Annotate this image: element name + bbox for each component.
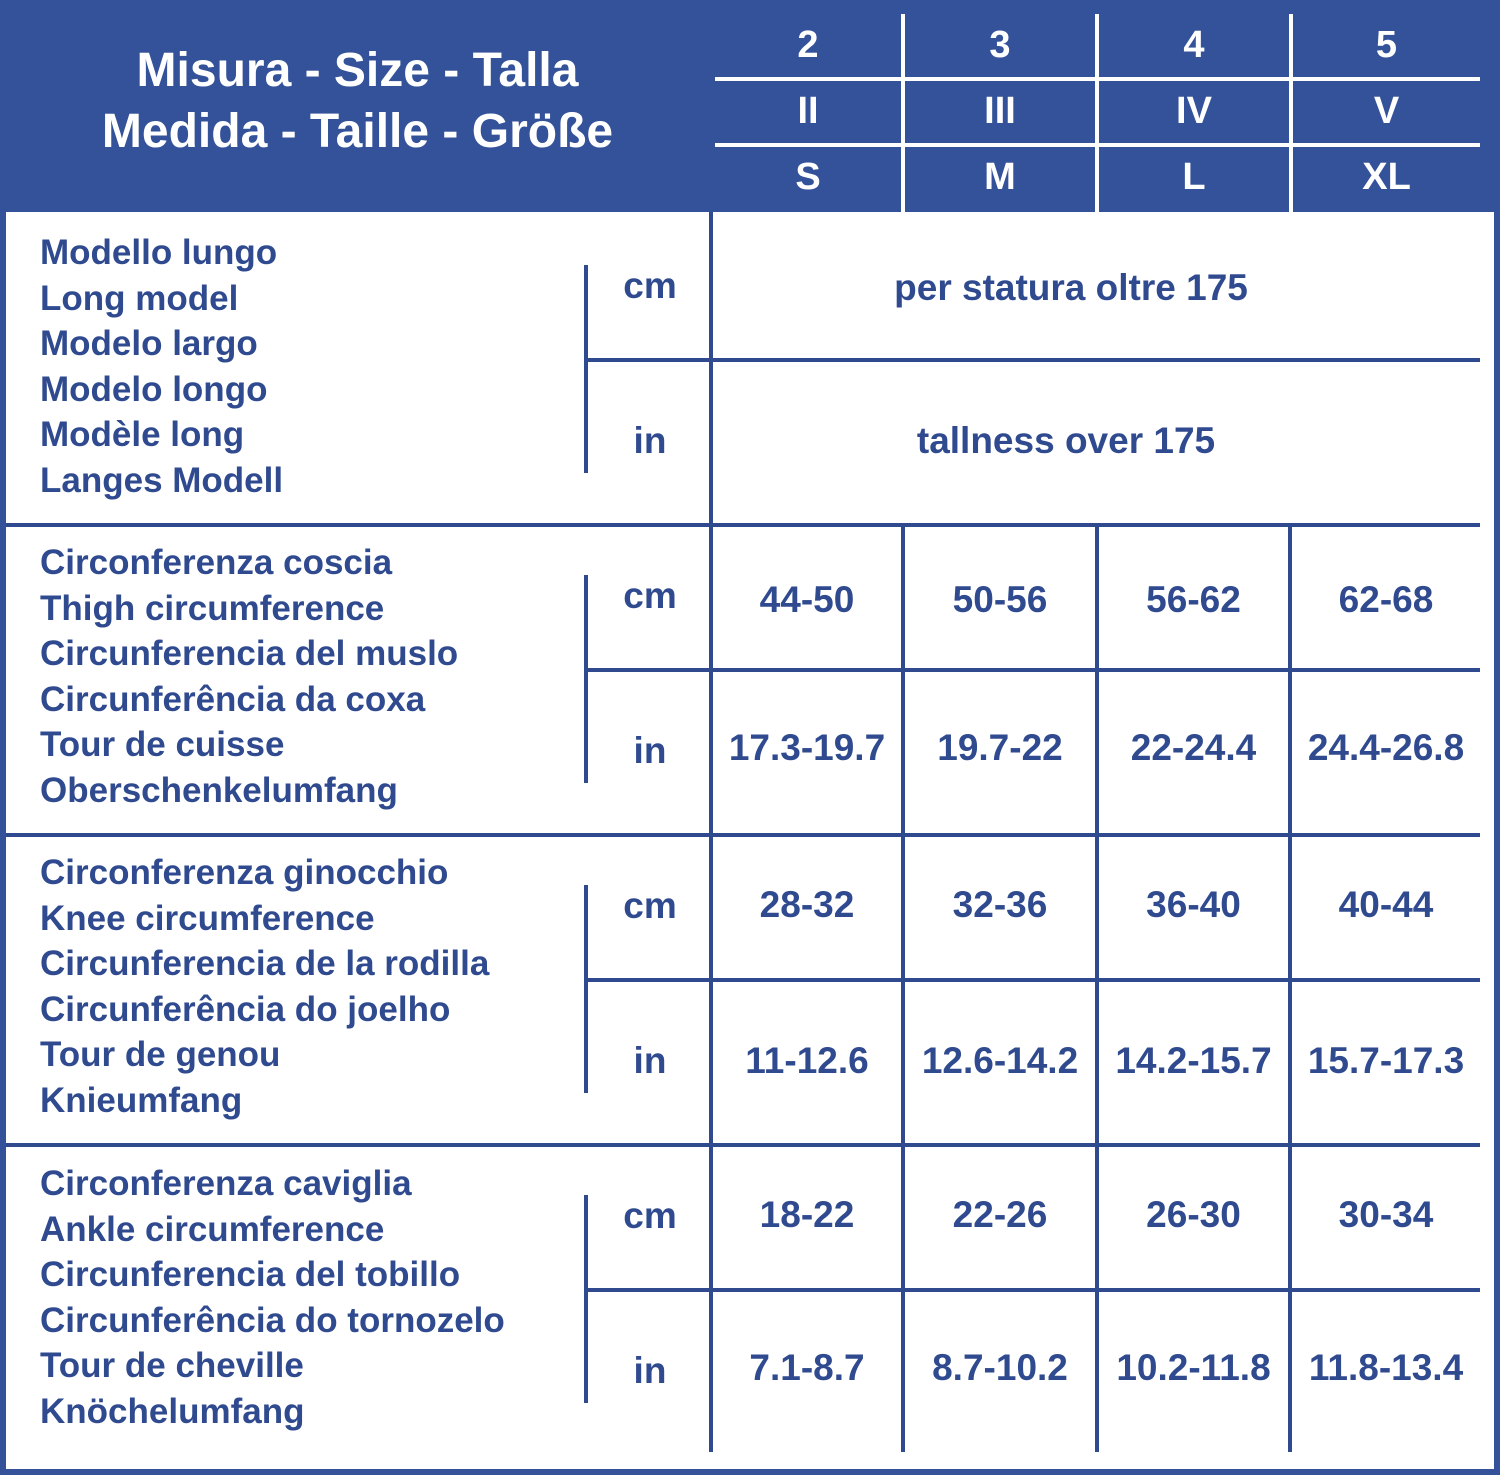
section-separator bbox=[6, 1143, 1480, 1147]
value-cell: 8.7-10.2 bbox=[932, 1347, 1068, 1388]
value-cell: 40-44 bbox=[1338, 884, 1434, 925]
header-title-line2: Medida - Taille - Größe bbox=[101, 105, 614, 158]
value-cell: 11.8-13.4 bbox=[1308, 1347, 1464, 1388]
unit-separator bbox=[586, 358, 1480, 362]
span-in-value: tallness over 175 bbox=[916, 420, 1216, 461]
row-labels-ankle bbox=[40, 1161, 505, 1434]
value-cell: 30-34 bbox=[1338, 1194, 1434, 1235]
value-cell: 28-32 bbox=[759, 884, 855, 925]
span-cm-value: per statura oltre 175 bbox=[894, 267, 1248, 308]
size-number: 3 bbox=[989, 24, 1011, 66]
section-separator bbox=[6, 833, 1480, 837]
size-roman: V bbox=[1373, 90, 1400, 132]
header-title-line1: Misura - Size - Talla bbox=[136, 44, 579, 97]
unit-in: in bbox=[633, 730, 667, 771]
unit-bracket bbox=[584, 1195, 588, 1403]
label-es: Circunferencia de la rodilla bbox=[40, 944, 490, 983]
label-de: Knieumfang bbox=[40, 1080, 243, 1120]
size-roman: IV bbox=[1176, 90, 1212, 132]
header-band bbox=[0, 0, 1500, 212]
label-es: Circunferencia del tobillo bbox=[40, 1255, 461, 1294]
value-cell: 32-36 bbox=[952, 884, 1048, 925]
value-cell: 56-62 bbox=[1146, 579, 1241, 620]
label-fr: Modèle long bbox=[40, 415, 245, 454]
col-divider-1 bbox=[901, 526, 905, 1452]
size-roman: II bbox=[797, 90, 819, 132]
label-pt: Circunferência do tornozelo bbox=[40, 1300, 505, 1340]
value-cell: 22-24.4 bbox=[1130, 727, 1257, 768]
unit-separator bbox=[586, 1288, 1480, 1292]
value-cell: 10.2-11.8 bbox=[1116, 1347, 1271, 1388]
label-en: Thigh circumference bbox=[40, 588, 385, 628]
col-divider-3 bbox=[1288, 526, 1292, 1452]
row-labels-long-model bbox=[40, 230, 283, 503]
size-letter: L bbox=[1182, 156, 1206, 198]
label-de: Knöchelumfang bbox=[40, 1391, 305, 1431]
value-cell: 24.4-26.8 bbox=[1307, 727, 1465, 768]
size-letter: S bbox=[795, 156, 821, 198]
label-fr: Tour de cheville bbox=[40, 1346, 304, 1385]
unit-bracket bbox=[584, 265, 588, 473]
label-fr: Tour de genou bbox=[40, 1035, 281, 1074]
unit-in: in bbox=[633, 420, 667, 461]
label-es: Modelo largo bbox=[40, 324, 258, 363]
values-divider bbox=[709, 212, 713, 1452]
value-cell: 62-68 bbox=[1338, 579, 1434, 620]
label-it: Circonferenza caviglia bbox=[40, 1164, 412, 1203]
value-cell: 44-50 bbox=[759, 579, 855, 620]
unit-cm: cm bbox=[623, 575, 677, 616]
label-en: Knee circumference bbox=[40, 898, 375, 938]
value-cell: 7.1-8.7 bbox=[749, 1347, 865, 1388]
unit-in: in bbox=[633, 1040, 667, 1081]
label-fr: Tour de cuisse bbox=[40, 725, 285, 764]
size-letter: XL bbox=[1362, 156, 1411, 198]
label-pt: Circunferência da coxa bbox=[40, 679, 426, 719]
row-labels-knee bbox=[40, 850, 489, 1123]
unit-cm: cm bbox=[623, 265, 677, 306]
unit-in: in bbox=[633, 1350, 667, 1391]
size-number: 5 bbox=[1375, 24, 1398, 66]
size-letter: M bbox=[984, 156, 1016, 198]
value-cell: 18-22 bbox=[759, 1194, 855, 1235]
label-en: Ankle circumference bbox=[40, 1209, 385, 1249]
value-cell: 14.2-15.7 bbox=[1115, 1040, 1272, 1081]
label-de: Langes Modell bbox=[40, 460, 284, 500]
row-labels-thigh bbox=[40, 540, 458, 813]
unit-separator bbox=[586, 668, 1480, 672]
value-cell: 26-30 bbox=[1146, 1194, 1241, 1235]
value-cell: 12.6-14.2 bbox=[921, 1040, 1079, 1081]
label-de: Oberschenkelumfang bbox=[40, 770, 398, 810]
label-it: Circonferenza ginocchio bbox=[40, 853, 449, 892]
col-divider-2 bbox=[1095, 526, 1099, 1452]
value-cell: 22-26 bbox=[952, 1194, 1048, 1235]
section-separator bbox=[6, 523, 1480, 527]
label-pt: Modelo longo bbox=[40, 369, 268, 409]
size-number: 4 bbox=[1183, 24, 1205, 66]
value-cell: 17.3-19.7 bbox=[728, 727, 886, 768]
unit-bracket bbox=[584, 575, 588, 783]
unit-bracket bbox=[584, 885, 588, 1093]
label-es: Circunferencia del muslo bbox=[40, 634, 459, 673]
label-en: Long model bbox=[40, 278, 239, 318]
size-roman: III bbox=[984, 90, 1016, 132]
unit-cm: cm bbox=[623, 1195, 677, 1236]
unit-separator bbox=[586, 978, 1480, 982]
label-pt: Circunferência do joelho bbox=[40, 989, 451, 1029]
value-cell: 15.7-17.3 bbox=[1307, 1040, 1465, 1081]
unit-cm: cm bbox=[623, 885, 677, 926]
value-cell: 36-40 bbox=[1146, 884, 1241, 925]
label-it: Modello lungo bbox=[40, 233, 278, 272]
value-cell: 11-12.6 bbox=[745, 1040, 869, 1081]
value-cell: 50-56 bbox=[952, 579, 1048, 620]
value-cell: 19.7-22 bbox=[937, 727, 1063, 768]
label-it: Circonferenza coscia bbox=[40, 543, 393, 582]
size-number: 2 bbox=[797, 24, 819, 66]
